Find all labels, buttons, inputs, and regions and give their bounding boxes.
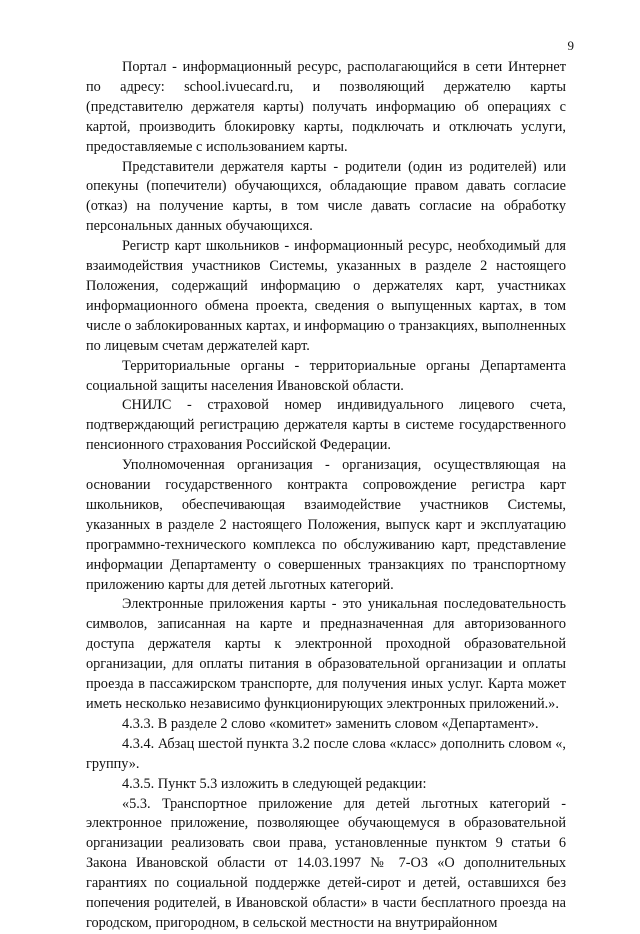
paragraph-authorized-organization: Уполномоченная организация - организация, осуществляющая на основании государственного контракта сопровождение регистра карт школьников, обеспечивающая взаимодействие участников Системы, указанных в разделе 2 настоящего Положения, выпуск карт и эксплуатацию программно-технического комплекса по обслуживанию карт, представление информации Департаменту о совершенных транзакциях по транспортному приложению карты для детей льготных категорий. — [86, 457, 566, 593]
paragraph-snils: СНИЛС - страховой номер индивидуального лицевого счета, подтверждающий регистрацию держателя карты в системе государственного пенсионного страхования Российской Федерации. — [86, 397, 566, 454]
paragraph-item-4-3-3: 4.3.3. В разделе 2 слово «комитет» заменить словом «Департамент». — [122, 715, 539, 732]
paragraph-item-5-3: «5.3. Транспортное приложение для детей льготных категорий - электронное приложение, позволяющее обучающемуся в образовательной организации реализовать свои права, установленные пунктом 9 статьи 6 Закона Ивановской области от 14.03.1997 № 7-ОЗ «О дополнительных гарантиях по социальной поддержке детей-сирот и детей, оставшихся без попечения родителей, в Ивановской области» в части бесплатного проезда на городском, пригородном, в сельской местности на внутрирайонном — [86, 795, 566, 931]
paragraph-item-4-3-4: 4.3.4. Абзац шестой пункта 3.2 после слова «класс» дополнить словом «, группу». — [86, 735, 566, 772]
paragraph-electronic-applications: Электронные приложения карты - это уникальная последовательность символов, записанная на карте и предназначенная для авторизованного доступа держателя карты к электронной проходной образовательной организации, для оплаты питания в образовательной организации и оплаты проезда в пассажирском транспорте, для получения иных услуг. Карта может иметь несколько независимо функционирующих электронных приложений.». — [86, 596, 566, 712]
paragraph-item-4-3-5: 4.3.5. Пункт 5.3 изложить в следующей редакции: — [122, 775, 427, 792]
paragraph-card-holder-representatives: Представители держателя карты - родители (один из родителей) или опекуны (попечители) обучающихся, обладающие правом давать согласие (отказ) на получение карты, в том числе давать согласие на обработку персональных данных обучающихся. — [86, 158, 566, 235]
paragraph-territorial-bodies: Территориальные органы - территориальные органы Департамента социальной защиты населения Ивановской области. — [86, 357, 566, 394]
page-number: 9 — [567, 38, 574, 53]
document-body — [86, 58, 566, 934]
paragraph-portal-definition: Портал - информационный ресурс, располагающийся в сети Интернет по адресу: school.ivuecard.ru, и позволяющий держателю карты (представителю держателя карты) получать информацию об операциях с картой, производить блокировку карты, подключать и отключать услуги, предоставляемые с использованием карты. — [86, 59, 566, 155]
paragraph-school-card-registry: Регистр карт школьников - информационный ресурс, необходимый для взаимодействия участников Системы, указанных в разделе 2 настоящего Положения, содержащий информацию о держателях карт, участниках информационного обмена проекта, сведения о выпущенных картах, в том числе о заблокированных картах, и информацию о транзакциях, выполненных по лицевым счетам держателей карт. — [86, 238, 566, 354]
